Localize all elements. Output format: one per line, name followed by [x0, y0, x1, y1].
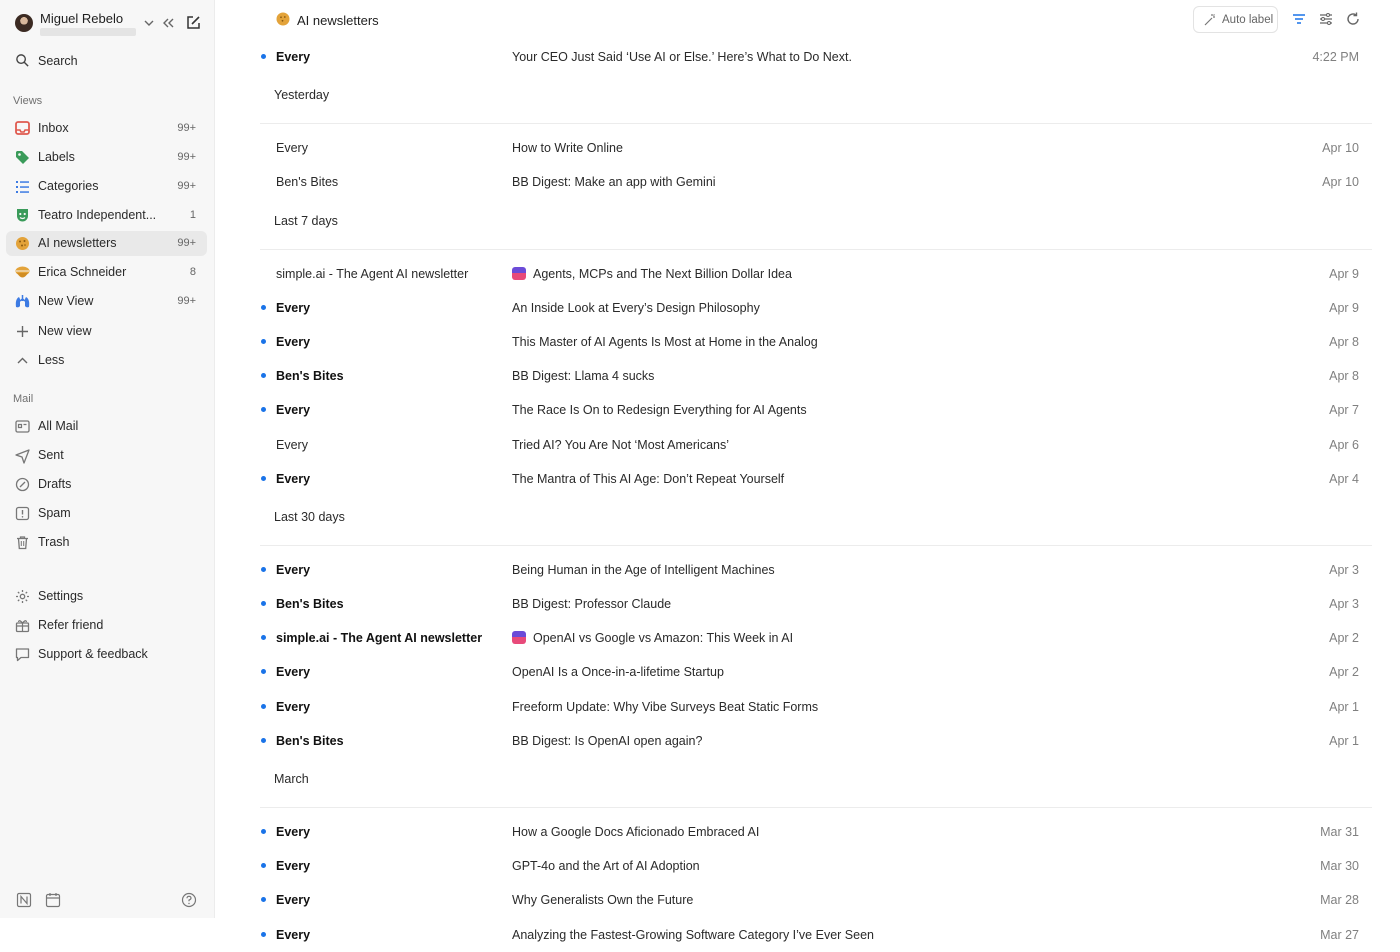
collapse-sidebar-icon[interactable] [159, 14, 177, 32]
new-view-label: New view [38, 324, 92, 338]
message-sender: Every [276, 50, 311, 64]
message-subject [512, 597, 671, 611]
mail-item-sent[interactable] [6, 443, 207, 468]
message-date: Apr 8 [1329, 369, 1359, 384]
message-subject [512, 563, 775, 577]
view-count: 99+ [177, 180, 196, 192]
view-label: Erica Schneider [38, 265, 127, 279]
chevron-down-icon[interactable] [140, 14, 158, 32]
view-count: 99+ [177, 237, 196, 249]
calendar-icon[interactable] [45, 892, 61, 908]
view-label: Inbox [38, 121, 69, 135]
trash-icon [14, 534, 31, 551]
message-row[interactable] [260, 325, 1372, 359]
message-sender: Every [276, 859, 311, 874]
message-row[interactable] [260, 428, 1372, 462]
new-view-button[interactable] [6, 319, 207, 344]
message-row[interactable] [260, 883, 1372, 917]
refer-friend-button[interactable] [6, 613, 207, 638]
chat-icon [14, 646, 31, 663]
message-subject [512, 175, 716, 189]
mail-item-drafts[interactable] [6, 472, 207, 497]
mail-label: Spam [38, 506, 71, 520]
message-row[interactable] [260, 257, 1372, 291]
mail-item-trash[interactable] [6, 530, 207, 555]
message-date: Apr 3 [1329, 562, 1359, 577]
settings-sliders-icon[interactable] [1318, 11, 1334, 27]
auto-label-text: Auto label [1222, 14, 1274, 26]
message-row[interactable] [260, 587, 1372, 621]
message-row[interactable] [260, 462, 1372, 496]
message-sender: Every [276, 334, 311, 349]
message-subject-text: An Inside Look at Every’s Design Philosophy [512, 300, 760, 315]
account-email-redacted [40, 28, 136, 36]
message-date: Apr 2 [1329, 631, 1359, 646]
gift-icon [14, 617, 31, 634]
message-sender: Every [276, 562, 311, 577]
message-subject-text: The Mantra of This AI Age: Don’t Repeat Yourself [512, 471, 785, 486]
main-pane [215, 0, 1400, 942]
search-label: Search [38, 54, 78, 68]
message-sender: Every [276, 141, 308, 156]
message-date: Apr 10 [1322, 175, 1359, 190]
footer-label: Support & feedback [38, 647, 148, 661]
view-label: Teatro Independent... [38, 208, 157, 222]
message-subject [512, 665, 724, 679]
message-date: Mar 31 [1320, 825, 1359, 839]
message-date: Apr 10 [1322, 141, 1359, 156]
message-sender: simple.ai - The Agent AI newsletter [276, 631, 483, 646]
message-subject-text: BB Digest: Llama 4 sucks [512, 369, 655, 384]
message-subject [512, 50, 852, 64]
filter-icon[interactable] [1291, 11, 1307, 27]
message-row[interactable] [260, 621, 1372, 655]
message-sender: Ben's Bites [276, 369, 344, 384]
message-subject-text: OpenAI vs Google vs Amazon: This Week in AI [533, 631, 794, 646]
account-name: Miguel Rebelo [40, 11, 124, 26]
unread-dot [261, 54, 266, 59]
plus-icon [14, 323, 31, 340]
view-count: 8 [189, 266, 196, 278]
unread-dot [261, 567, 266, 572]
theater-mask-icon [14, 207, 31, 224]
date-group-title: Yesterday [274, 88, 330, 103]
unread-dot [261, 476, 266, 481]
unread-dot [261, 669, 266, 674]
message-subject-text: BB Digest: Is OpenAI open again? [512, 733, 703, 748]
message-subject [512, 859, 700, 873]
message-sender: Ben's Bites [276, 597, 344, 612]
cookie-icon [14, 235, 31, 252]
message-date: Mar 30 [1320, 859, 1359, 874]
view-item-teatro[interactable] [6, 203, 207, 228]
message-date: Apr 8 [1329, 334, 1359, 349]
footer-label: Refer friend [38, 618, 104, 632]
avatar[interactable] [15, 14, 33, 32]
message-subject [512, 438, 729, 452]
view-label: AI newsletters [38, 236, 117, 250]
heart-icon [14, 264, 31, 281]
unread-dot [261, 738, 266, 743]
message-sender: Ben's Bites [276, 733, 344, 748]
send-icon [14, 447, 31, 464]
message-subject-text: OpenAI Is a Once-in-a-lifetime Startup [512, 665, 724, 680]
view-count: 1 [189, 209, 196, 221]
view-item-labels[interactable] [6, 145, 207, 170]
account-switcher[interactable] [14, 10, 204, 40]
less-label: Less [38, 353, 65, 367]
refresh-icon[interactable] [1345, 11, 1361, 27]
compose-icon[interactable] [184, 14, 202, 32]
message-sender: Every [276, 699, 311, 714]
message-sender: Every [276, 825, 311, 839]
date-group-title: Last 7 days [274, 213, 338, 228]
unread-dot [261, 704, 266, 709]
message-list [260, 40, 1372, 952]
message-sender: Every [276, 403, 311, 418]
message-subject [512, 335, 818, 349]
message-sender: Every [276, 437, 308, 452]
view-item-inbox[interactable] [6, 116, 207, 141]
mail-item-spam[interactable] [6, 501, 207, 526]
message-subject [512, 734, 702, 748]
message-row[interactable] [260, 690, 1372, 724]
message-subject-text: Your CEO Just Said ‘Use AI or Else.’ Here’s What to Do Next. [512, 50, 852, 64]
spam-icon [14, 505, 31, 522]
message-row[interactable] [260, 131, 1372, 165]
message-row[interactable] [260, 655, 1372, 689]
date-group-header [260, 74, 1372, 124]
mail-heading: Mail [13, 393, 34, 405]
message-subject-text: How to Write Online [512, 141, 623, 156]
message-subject [512, 825, 759, 839]
help-icon[interactable] [181, 892, 197, 908]
message-row[interactable] [260, 165, 1372, 199]
message-subject-text: This Master of AI Agents Is Most at Home in the Analog [512, 334, 818, 349]
cookie-icon [276, 12, 290, 26]
tag-icon [14, 149, 31, 166]
message-subject [512, 369, 654, 383]
message-subject [512, 301, 760, 315]
message-row[interactable] [260, 553, 1372, 587]
list-toolbar [215, 0, 1400, 40]
message-row[interactable] [260, 849, 1372, 883]
message-subject-text: Agents, MCPs and The Next Billion Dollar Idea [533, 266, 792, 281]
notion-icon[interactable] [16, 892, 32, 908]
robot-emoji-icon [512, 631, 526, 644]
view-label: New View [38, 294, 94, 308]
settings-button[interactable] [6, 584, 207, 609]
draft-icon [14, 476, 31, 493]
mail-label: Sent [38, 448, 64, 462]
message-subject [512, 928, 874, 942]
unread-dot [261, 635, 266, 640]
message-subject [512, 631, 793, 645]
unread-dot [261, 601, 266, 606]
message-date: Apr 6 [1329, 437, 1359, 452]
unread-dot [261, 863, 266, 868]
page-title: AI newsletters [297, 13, 379, 28]
unread-dot [261, 897, 266, 902]
message-row[interactable] [260, 359, 1372, 393]
mail-item-all-mail[interactable] [6, 414, 207, 439]
message-row[interactable] [260, 40, 1372, 74]
message-date: Apr 1 [1329, 733, 1359, 748]
unread-dot [261, 373, 266, 378]
view-count: 99+ [177, 151, 196, 163]
message-subject-text: BB Digest: Make an app with Gemini [512, 175, 716, 190]
less-toggle[interactable] [6, 348, 207, 373]
view-label: Labels [38, 150, 75, 164]
message-sender: Every [276, 927, 311, 942]
message-subject [512, 403, 807, 417]
message-sender: Every [276, 893, 311, 908]
message-sender: Every [276, 471, 311, 486]
message-subject-text: Why Generalists Own the Future [512, 893, 694, 908]
message-row[interactable] [260, 724, 1372, 758]
message-subject [512, 893, 693, 907]
mail-label: Trash [38, 535, 70, 549]
unread-dot [261, 829, 266, 834]
message-subject [512, 700, 818, 714]
message-subject-text: GPT-4o and the Art of AI Adoption [512, 859, 700, 874]
date-group-header [260, 496, 1372, 546]
message-subject-text: Being Human in the Age of Intelligent Machines [512, 562, 775, 577]
date-group-header [260, 200, 1372, 250]
chevron-up-icon [14, 352, 31, 369]
date-group-title: Last 30 days [274, 509, 345, 524]
sidebar-bottom-bar [0, 886, 215, 918]
message-row[interactable] [260, 815, 1372, 849]
date-group-header [260, 758, 1372, 808]
inbox-icon [14, 120, 31, 137]
unread-dot [261, 932, 266, 937]
sidebar [0, 0, 215, 918]
list-icon [14, 178, 31, 195]
date-group-title: March [274, 772, 309, 786]
lungs-icon [14, 293, 31, 310]
view-count: 99+ [177, 122, 196, 134]
unread-dot [261, 339, 266, 344]
view-item-categories[interactable] [6, 174, 207, 199]
search-icon [15, 53, 30, 68]
message-subject [512, 141, 623, 155]
message-date: Apr 2 [1329, 665, 1359, 680]
message-date: Mar 28 [1320, 893, 1359, 908]
message-date: Apr 7 [1329, 403, 1359, 418]
view-item-new-view[interactable] [6, 289, 207, 314]
message-subject-text: Freeform Update: Why Vibe Surveys Beat Static Forms [512, 699, 819, 714]
view-count: 99+ [177, 295, 196, 307]
footer-label: Settings [38, 589, 84, 603]
message-sender: Every [276, 665, 311, 680]
message-date: 4:22 PM [1312, 50, 1359, 64]
mail-label: Drafts [38, 477, 72, 491]
view-label: Categories [38, 179, 99, 193]
message-date: Apr 1 [1329, 699, 1359, 714]
support-feedback-button[interactable] [6, 642, 207, 667]
message-date: Mar 27 [1320, 927, 1359, 942]
gear-icon [14, 588, 31, 605]
message-subject-text: BB Digest: Professor Claude [512, 597, 672, 612]
search-button[interactable] [14, 51, 204, 73]
message-date: Apr 3 [1329, 597, 1359, 612]
view-item-erica[interactable] [6, 260, 207, 285]
all-mail-icon [14, 418, 31, 435]
view-item-ai-newsletters[interactable] [6, 231, 207, 256]
message-subject-text: How a Google Docs Aficionado Embraced AI [512, 825, 760, 839]
message-date: Apr 9 [1329, 266, 1359, 281]
message-row[interactable] [260, 291, 1372, 325]
message-sender: simple.ai - The Agent AI newsletter [276, 266, 469, 281]
views-heading: Views [13, 95, 43, 107]
message-subject-text: The Race Is On to Redesign Everything for AI Agents [512, 403, 807, 418]
magic-wand-icon [1203, 13, 1217, 27]
mail-label: All Mail [38, 419, 79, 433]
robot-emoji-icon [512, 267, 526, 280]
unread-dot [261, 305, 266, 310]
auto-label-button[interactable] [1193, 6, 1278, 33]
message-date: Apr 4 [1329, 471, 1359, 486]
message-sender: Ben's Bites [276, 175, 339, 190]
message-subject [512, 472, 784, 486]
message-row[interactable] [260, 918, 1372, 952]
message-subject-text: Tried AI? You Are Not ‘Most Americans’ [512, 437, 730, 452]
message-date: Apr 9 [1329, 300, 1359, 315]
unread-dot [261, 407, 266, 412]
message-row[interactable] [260, 393, 1372, 427]
message-subject [512, 267, 792, 281]
message-subject-text: Analyzing the Fastest-Growing Software Category I’ve Ever Seen [512, 927, 874, 942]
message-sender: Every [276, 300, 311, 315]
